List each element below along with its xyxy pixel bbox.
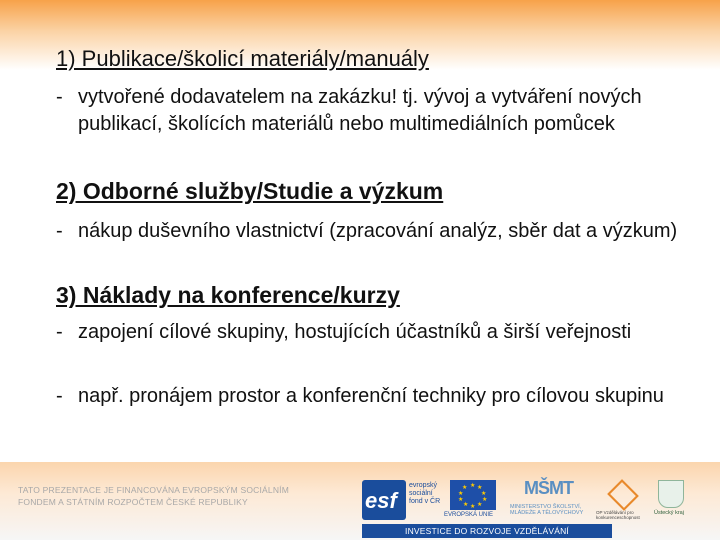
bullet-text: vytvořené dodavatelem na zakázku! tj. vývoj a vytváření nových publikací, školících materiálů nebo multimediálních pomůcek bbox=[78, 86, 642, 135]
esf-logo bbox=[362, 478, 446, 522]
eu-flag-icon: ★ ★ ★ ★ ★ ★ ★ ★ ★ ★ bbox=[450, 480, 496, 510]
bullet-dash: - bbox=[56, 321, 63, 343]
funding-note: TATO PREZENTACE JE FINANCOVÁNA EVROPSKÝM SOCIÁLNÍM FONDEM A STÁTNÍM ROZPOČTEM ČESKÉ REPUBLIKY bbox=[18, 485, 290, 507]
op-vk-icon bbox=[607, 479, 639, 511]
coat-of-arms-icon bbox=[658, 480, 684, 508]
logo-strip bbox=[362, 478, 692, 522]
bullet-dash: - bbox=[56, 86, 63, 108]
op-vk-logo bbox=[596, 478, 656, 522]
bullet-dash: - bbox=[56, 385, 63, 407]
esf-icon bbox=[362, 480, 406, 520]
invest-banner bbox=[362, 524, 612, 538]
ustecky-kraj-logo bbox=[654, 478, 688, 522]
op-vk-label: OP Vzdělávání pro konkurenceschopnost bbox=[596, 510, 640, 520]
section-2-bullet-1 bbox=[56, 218, 696, 245]
section-1-heading: 1) Publikace/školicí materiály/manuály bbox=[56, 46, 429, 71]
esf-mark-text: esf bbox=[365, 488, 397, 513]
bullet-text: zapojení cílové skupiny, hostujících účastníků a širší veřejnosti bbox=[78, 321, 632, 343]
section-3-bullet-1 bbox=[56, 319, 696, 346]
section-2-heading: 2) Odborné služby/Studie a výzkum bbox=[56, 178, 444, 204]
eu-label: EVROPSKÁ UNIE bbox=[444, 512, 494, 518]
invest-text: INVESTICE DO ROZVOJE VZDĚLÁVÁNÍ bbox=[405, 526, 569, 536]
bullet-dash: - bbox=[56, 220, 63, 242]
kraj-label: Ústecký kraj bbox=[654, 510, 684, 516]
msmt-mark: MŠMT bbox=[524, 478, 573, 498]
bullet-text: nákup duševního vlastnictví (zpracování analýz, sběr dat a výzkum) bbox=[78, 220, 678, 242]
section-3-heading: 3) Náklady na konference/kurzy bbox=[56, 282, 400, 308]
msmt-label: MINISTERSTVO ŠKOLSTVÍ, MLÁDEŽE A TĚLOVÝCHOVY bbox=[510, 504, 584, 516]
eu-logo bbox=[444, 478, 496, 522]
section-3-bullet-2 bbox=[56, 383, 696, 410]
section-1-bullet-1 bbox=[56, 84, 696, 138]
msmt-logo bbox=[510, 478, 584, 522]
esf-logo-text: evropský sociální fond v ČR bbox=[409, 482, 441, 505]
bullet-text: např. pronájem prostor a konferenční techniky pro cílovou skupinu bbox=[78, 385, 664, 407]
